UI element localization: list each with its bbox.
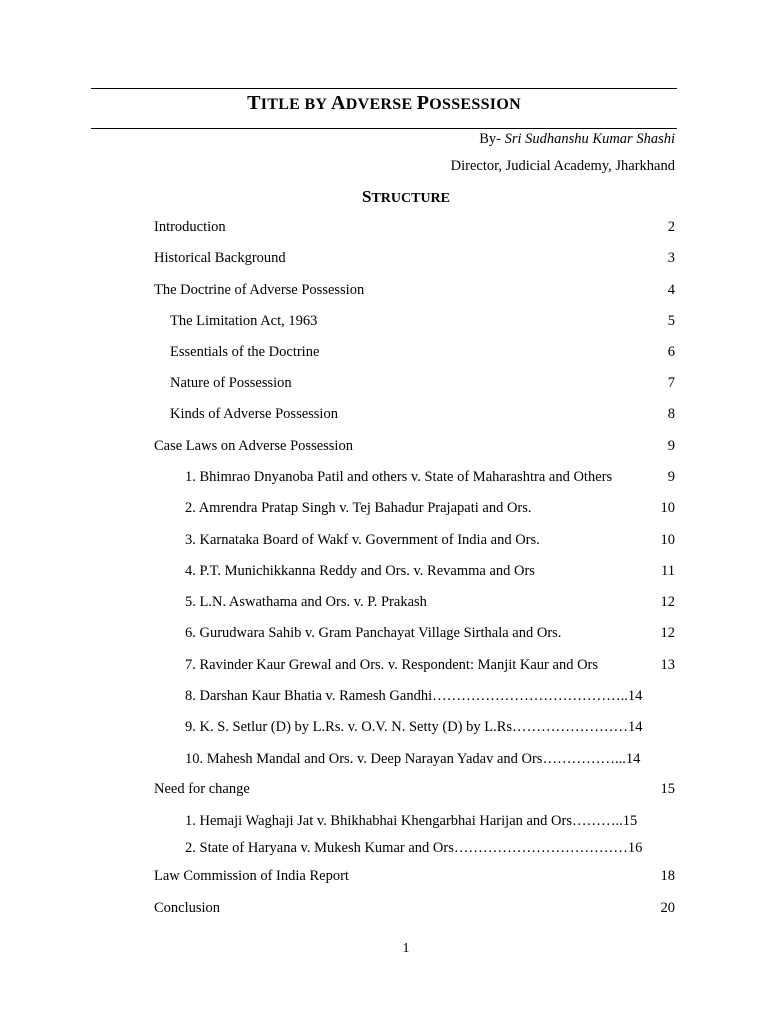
toc-page: 10 [660, 500, 675, 516]
toc-entry-doctrine [154, 280, 675, 300]
toc-page: 3 [667, 250, 675, 266]
toc-entry-case-10 [154, 749, 675, 769]
toc-entry-case-7 [154, 655, 675, 675]
top-rule [91, 88, 677, 89]
toc-label: 2. Amrendra Pratap Singh v. Tej Bahadur Prajapati and Ors. [185, 500, 532, 516]
toc-page: 4 [667, 282, 675, 298]
toc-label: Law Commission of India Report [154, 868, 349, 884]
toc-label: The Doctrine of Adverse Possession [154, 282, 365, 298]
toc-entry-case-2 [154, 498, 675, 518]
toc-page: 7 [667, 375, 675, 391]
toc-page: 8 [667, 406, 675, 422]
toc-entry-introduction [154, 217, 675, 237]
toc-page: 13 [660, 657, 675, 673]
toc-entry-case-9 [154, 717, 675, 737]
toc-label: Case Laws on Adverse Possession [154, 438, 353, 454]
toc-entry-kinds [154, 404, 675, 424]
toc-label: Historical Background [154, 250, 286, 266]
toc-label: 8. Darshan Kaur Bhatia v. Ramesh Gandhi…………………………………..14 [185, 688, 643, 704]
toc-page: 9 [667, 438, 675, 454]
toc-label: 2. State of Haryana v. Mukesh Kumar and Ors………………………………16 [185, 840, 643, 856]
title-part: OSSESSION [429, 96, 521, 113]
toc-entry-case-laws [154, 436, 675, 456]
toc-label: Nature of Possession [170, 375, 292, 391]
toc-entry-case-8 [154, 686, 675, 706]
toc-entry-case-4 [154, 561, 675, 581]
title-initial-a: A [330, 92, 346, 114]
toc-label: 3. Karnataka Board of Wakf v. Government of India and Ors. [185, 532, 540, 548]
toc-page: 15 [660, 781, 675, 797]
toc-page: 2 [667, 219, 675, 235]
toc-entry-law-commission [154, 866, 675, 886]
toc-label: Introduction [154, 219, 226, 235]
toc-label: Essentials of the Doctrine [170, 344, 320, 360]
title-part: ITLE BY [260, 96, 331, 113]
toc-page: 5 [667, 313, 675, 329]
toc-entry-case-1 [154, 467, 675, 487]
toc-entry-limitation-act [154, 311, 675, 331]
toc-label: 1. Bhimrao Dnyanoba Patil and others v. State of Maharashtra and Others [185, 469, 613, 485]
toc-entry-essentials [154, 342, 675, 362]
toc-entry-case-3 [154, 530, 675, 550]
toc-page: 12 [660, 594, 675, 610]
toc-entry-nature [154, 373, 675, 393]
toc-page: 18 [660, 868, 675, 884]
page-number: 1 [402, 941, 410, 956]
toc-label: 4. P.T. Munichikkanna Reddy and Ors. v. Revamma and Ors [185, 563, 535, 579]
toc-label: 5. L.N. Aswathama and Ors. v. P. Prakash [185, 594, 427, 610]
toc-page: 9 [667, 469, 675, 485]
toc-entry-need-for-change [154, 779, 675, 799]
toc-entry-change-1 [154, 811, 675, 831]
toc-label: Kinds of Adverse Possession [170, 406, 338, 422]
toc-page: 11 [661, 563, 675, 579]
title-part: DVERSE [345, 96, 417, 113]
structure-rest: TRUCTURE [371, 191, 451, 206]
toc-label: Conclusion [154, 900, 221, 916]
toc-label: 9. K. S. Setlur (D) by L.Rs. v. O.V. N. Setty (D) by L.Rs……………………14 [185, 719, 643, 735]
toc-page: 6 [667, 344, 675, 360]
toc-page: 20 [660, 900, 675, 916]
toc-entry-case-5 [154, 592, 675, 612]
toc-page: 10 [660, 532, 675, 548]
toc-entry-change-2 [154, 838, 675, 858]
toc-label: Need for change [154, 781, 250, 797]
document-title [91, 92, 677, 115]
toc-entry-historical-background [154, 248, 675, 268]
structure-heading [0, 187, 768, 207]
toc-label: 7. Ravinder Kaur Grewal and Ors. v. Respondent: Manjit Kaur and Ors [185, 657, 599, 673]
bottom-rule [91, 128, 677, 129]
author-prefix: By- [479, 131, 505, 147]
author-name: Sri Sudhanshu Kumar Shashi [504, 131, 675, 147]
toc-page: 12 [660, 625, 675, 641]
structure-initial: S [361, 187, 372, 206]
toc-entry-case-6 [154, 623, 675, 643]
toc-label: The Limitation Act, 1963 [170, 313, 318, 329]
affiliation: Director, Judicial Academy, Jharkhand [450, 158, 675, 174]
title-initial-p: P [416, 92, 430, 114]
toc-label: 6. Gurudwara Sahib v. Gram Panchayat Village Sirthala and Ors. [185, 625, 562, 641]
author-line [479, 131, 675, 148]
title-initial-t: T [247, 92, 261, 114]
toc-entry-conclusion [154, 898, 675, 918]
toc-label: 1. Hemaji Waghaji Jat v. Bhikhabhai Khengarbhai Harijan and Ors………..15 [185, 813, 638, 829]
toc-label: 10. Mahesh Mandal and Ors. v. Deep Narayan Yadav and Ors……………...14 [185, 751, 641, 767]
